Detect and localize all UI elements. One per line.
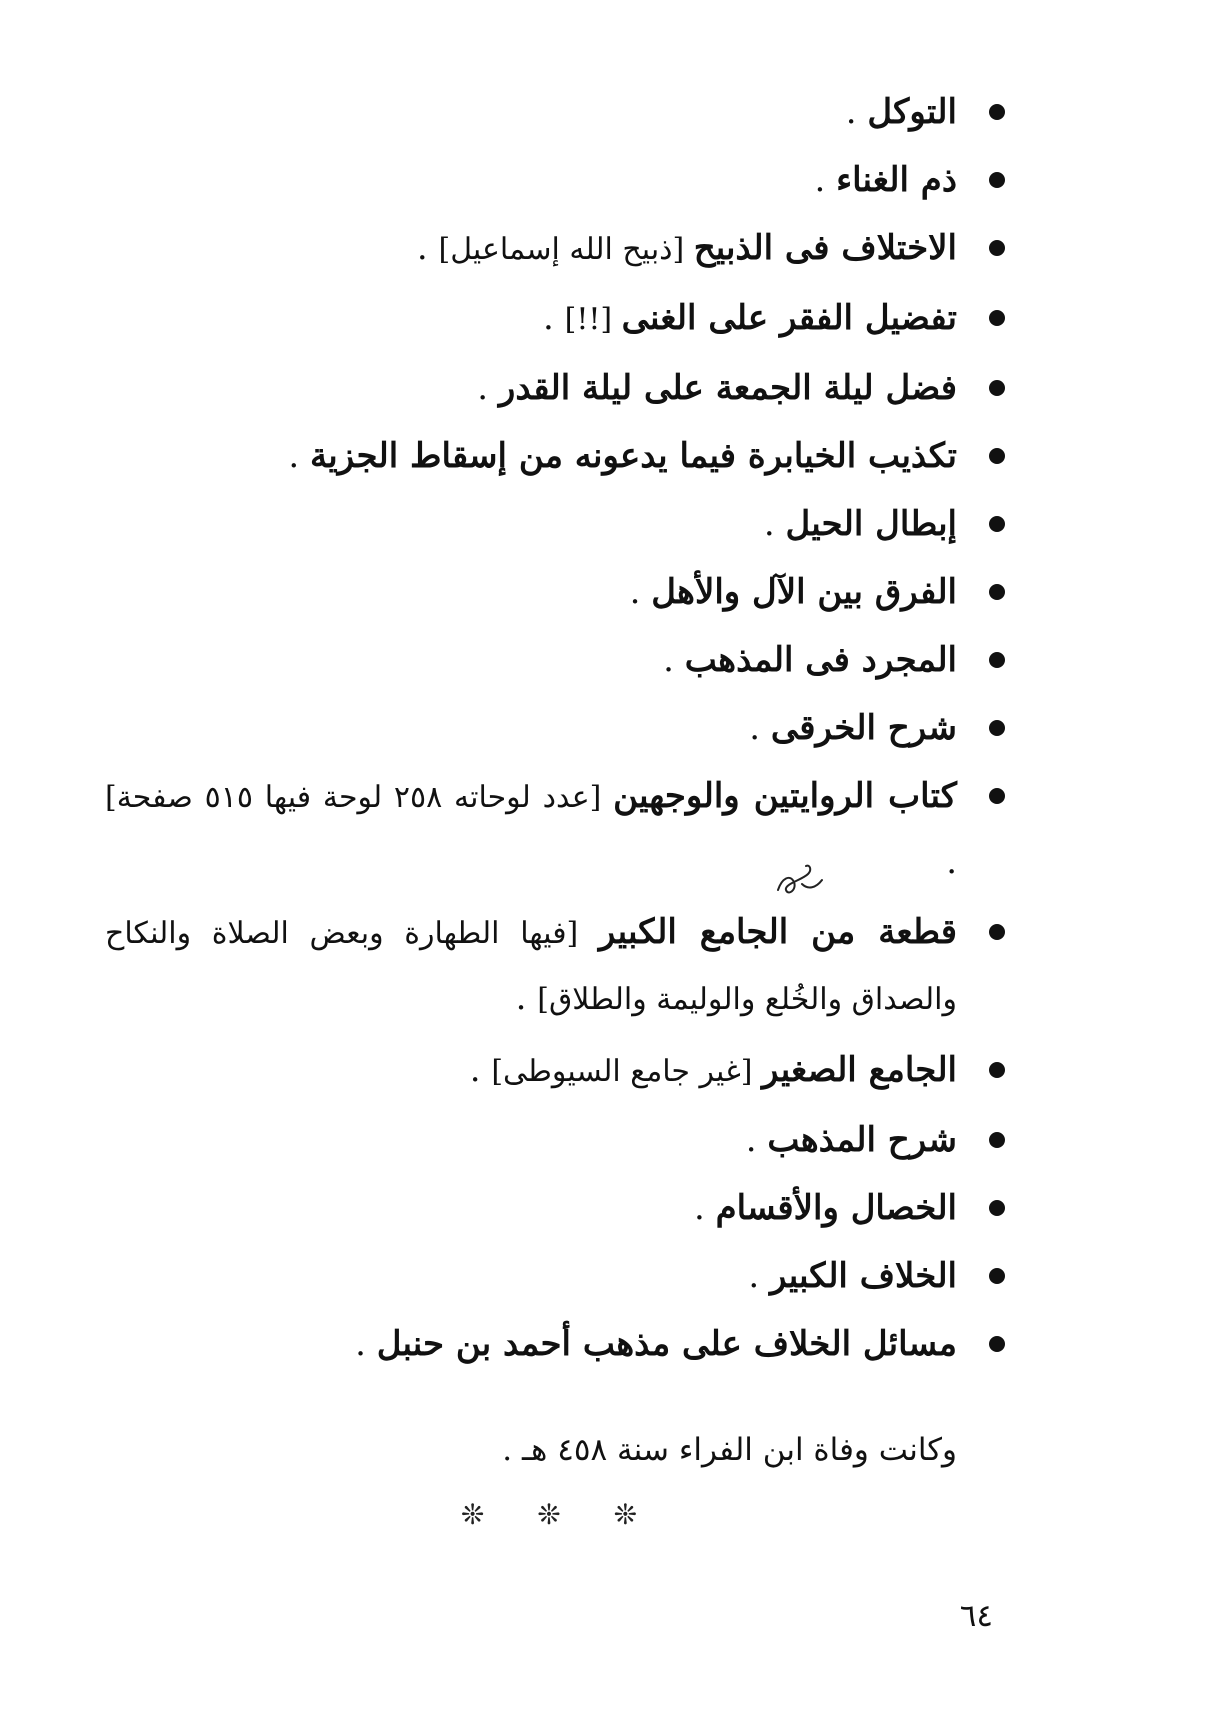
bullet-icon bbox=[989, 310, 1005, 326]
item-tail: . bbox=[763, 504, 786, 544]
bullet-icon bbox=[989, 448, 1005, 464]
list-item bbox=[105, 1036, 1005, 1106]
item-tail: . bbox=[542, 298, 565, 338]
item-tail: . bbox=[745, 1120, 768, 1160]
section-separator: ❊ ❊ ❊ bbox=[460, 1498, 660, 1531]
item-tail: . bbox=[477, 368, 499, 408]
bullet-icon bbox=[989, 1062, 1005, 1078]
bullet-icon bbox=[989, 104, 1005, 120]
item-title: إبطال الحيل bbox=[785, 504, 957, 544]
item-title: شرح الخرقى bbox=[770, 708, 957, 748]
page-number: ٦٤ bbox=[959, 1598, 993, 1634]
item-tail: . bbox=[693, 1188, 716, 1228]
item-title: فضل ليلة الجمعة على ليلة القدر bbox=[498, 368, 957, 408]
item-title: الجامع الصغير bbox=[762, 1050, 957, 1090]
item-note: [!!] bbox=[564, 302, 622, 337]
list-item bbox=[105, 762, 1005, 898]
item-tail: . bbox=[288, 436, 311, 476]
item-note: [عدد لوحاته ٢٥٨ لوحة فيها ٥١٥ صفحة] bbox=[105, 780, 614, 815]
item-title: الخلاف الكبير bbox=[770, 1256, 957, 1296]
bullet-icon bbox=[989, 240, 1005, 256]
bullet-icon bbox=[989, 1200, 1005, 1216]
list-item bbox=[105, 146, 1005, 214]
item-tail: . bbox=[663, 640, 685, 680]
item-tail: . bbox=[515, 978, 538, 1018]
bullet-icon bbox=[989, 924, 1005, 940]
book-list bbox=[105, 78, 1005, 1378]
list-item bbox=[105, 694, 1005, 762]
handwritten-mark-icon bbox=[772, 860, 828, 904]
item-tail: . bbox=[749, 708, 771, 748]
list-item bbox=[105, 354, 1005, 422]
item-tail: . bbox=[469, 1050, 492, 1090]
item-title: تكذيب الخيابرة فيما يدعونه من إسقاط الجزية bbox=[310, 436, 957, 476]
list-item bbox=[105, 1242, 1005, 1310]
list-item bbox=[105, 898, 1005, 1036]
item-title: تفضيل الفقر على الغنى bbox=[621, 298, 957, 338]
list-item bbox=[105, 626, 1005, 694]
list-item bbox=[105, 422, 1005, 490]
item-title: ذم الغناء bbox=[836, 160, 957, 200]
item-note: [ذبيح الله إسماعيل] bbox=[438, 232, 694, 267]
bullet-icon bbox=[989, 1268, 1005, 1284]
item-title: الاختلاف فى الذبيح bbox=[693, 228, 957, 268]
list-item bbox=[105, 284, 1005, 354]
item-tail: . bbox=[845, 92, 868, 132]
item-title: المجرد فى المذهب bbox=[684, 640, 957, 680]
item-tail: . bbox=[629, 572, 652, 612]
item-tail: . bbox=[355, 1324, 377, 1364]
item-tail: . bbox=[416, 228, 439, 268]
item-title: الفرق بين الآل والأهل bbox=[651, 572, 957, 612]
list-item bbox=[105, 214, 1005, 284]
list-item bbox=[105, 1310, 1005, 1378]
item-title: التوكل bbox=[867, 92, 957, 132]
item-title: شرح المذهب bbox=[767, 1120, 957, 1160]
bullet-icon bbox=[989, 788, 1005, 804]
closing-line: وكانت وفاة ابن الفراء سنة ٤٥٨ هـ . bbox=[502, 1432, 957, 1468]
list-item bbox=[105, 78, 1005, 146]
item-note: [فيها الطهارة وبعض الصلاة والنكاح والصداق والخُلع والوليمة والطلاق] bbox=[105, 916, 957, 1017]
bullet-icon bbox=[989, 584, 1005, 600]
item-tail: . bbox=[748, 1256, 771, 1296]
bullet-icon bbox=[989, 516, 1005, 532]
item-title: قطعة من الجامع الكبير bbox=[598, 912, 957, 952]
item-tail: . bbox=[814, 160, 837, 200]
item-title: الخصال والأقسام bbox=[715, 1188, 957, 1228]
item-title: مسائل الخلاف على مذهب أحمد بن حنبل bbox=[376, 1324, 957, 1364]
bullet-icon bbox=[989, 652, 1005, 668]
bullet-icon bbox=[989, 1132, 1005, 1148]
list-item bbox=[105, 558, 1005, 626]
item-tail: . bbox=[946, 842, 957, 882]
bullet-icon bbox=[989, 172, 1005, 188]
item-note: [غير جامع السيوطى] bbox=[491, 1054, 763, 1089]
list-item bbox=[105, 1106, 1005, 1174]
list-item bbox=[105, 1174, 1005, 1242]
list-item bbox=[105, 490, 1005, 558]
bullet-icon bbox=[989, 720, 1005, 736]
bullet-icon bbox=[989, 1336, 1005, 1352]
item-title: كتاب الروايتين والوجهين bbox=[613, 776, 957, 816]
bullet-icon bbox=[989, 380, 1005, 396]
